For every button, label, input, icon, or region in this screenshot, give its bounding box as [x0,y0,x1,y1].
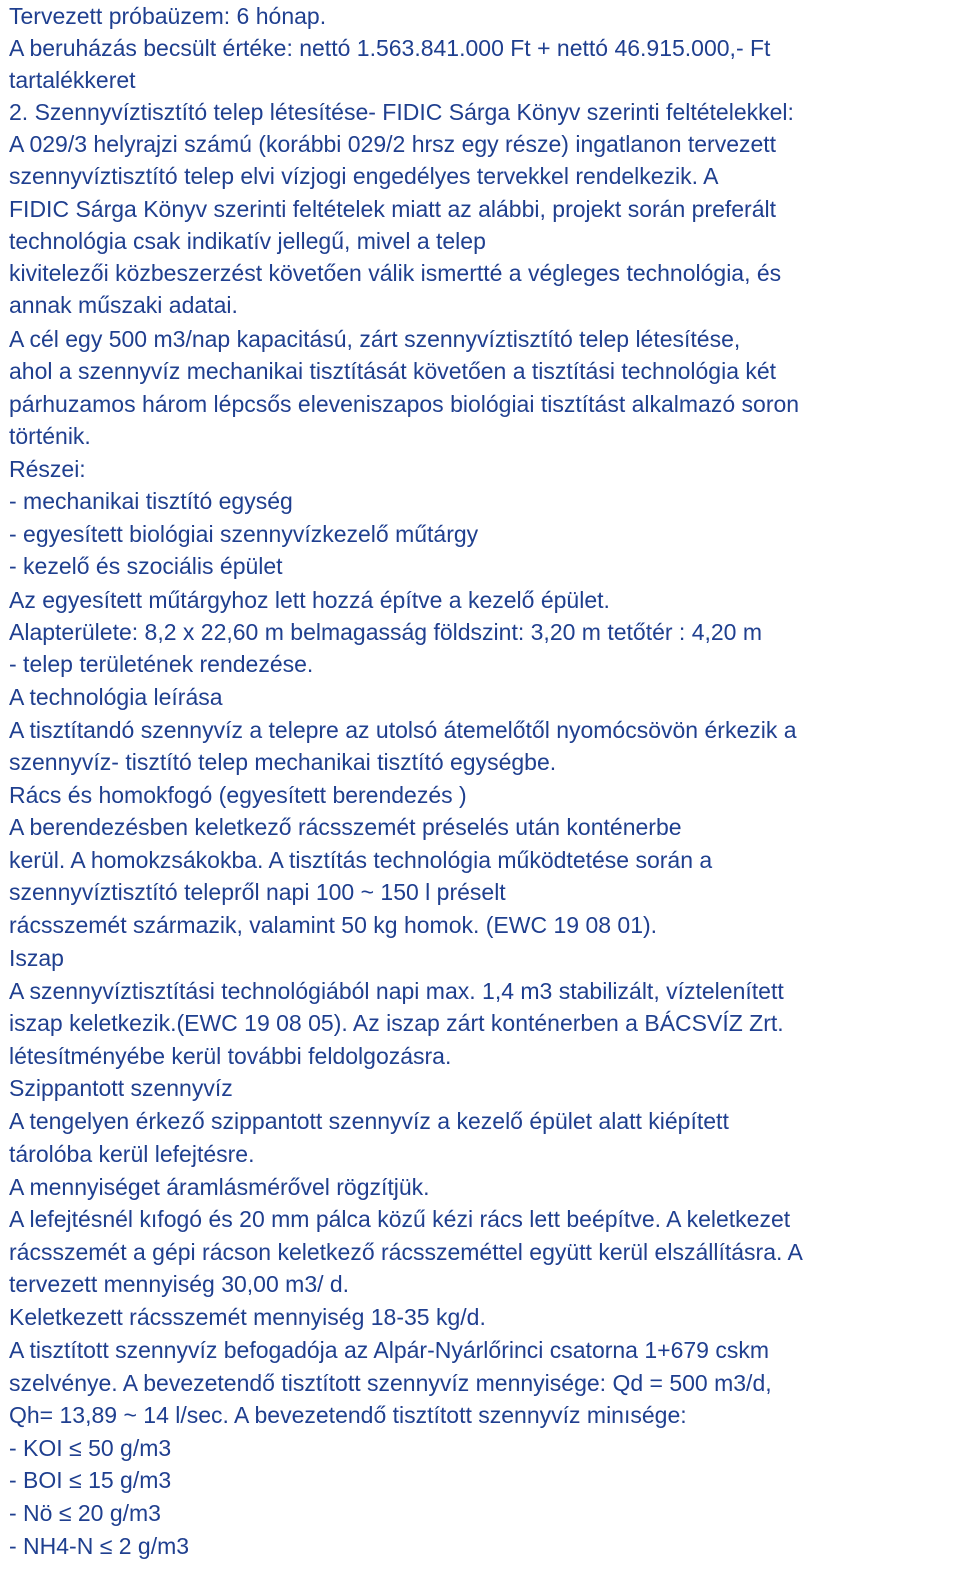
text-line: 2. Szennyvíztisztító telep létesítése- FIDIC Sárga Könyv szerinti feltételekkel: [9,99,794,125]
text-line: A mennyiséget áramlásmérővel rögzítjük. [9,1174,430,1200]
text-line: iszap keletkezik.(EWC 19 08 05). Az iszap zárt konténerben a BÁCSVÍZ Zrt. [9,1010,784,1036]
text-line: - mechanikai tisztító egység [9,488,293,514]
text-line: történik. [9,423,91,449]
text-line: ahol a szennyvíz mechanikai tisztítását követően a tisztítási technológia két [9,358,777,384]
text-line: szennyvíztisztító telepről napi 100 ~ 150 l préselt [9,879,506,905]
text-line: tárolóba kerül lefejtésre. [9,1141,255,1167]
text-line: - NH4-N ≤ 2 g/m3 [9,1533,190,1559]
text-line: A tengelyen érkező szippantott szennyvíz a kezelő épület alatt kiépített [9,1108,729,1134]
text-line: A tisztított szennyvíz befogadója az Alpár-Nyárlőrinci csatorna 1+679 cskm [9,1337,770,1363]
text-line: - kezelő és szociális épület [9,553,283,579]
text-line: Részei: [9,456,86,482]
text-line: A 029/3 helyrajzi számú (korábbi 029/2 hrsz egy része) ingatlanon tervezett [9,131,777,157]
text-line: Keletkezett rácsszemét mennyiség 18-35 kg/d. [9,1304,486,1330]
text-line: - KOI ≤ 50 g/m3 [9,1435,172,1461]
text-line: létesítményébe kerül további feldolgozásra. [9,1043,452,1069]
text-line: szelvénye. A bevezetendő tisztított szennyvíz mennyisége: Qd = 500 m3/d, [9,1370,772,1396]
text-line: Alapterülete: 8,2 x 22,60 m belmagasság földszint: 3,20 m tetőtér : 4,20 m [9,619,763,645]
text-line: Szippantott szennyvíz [9,1075,233,1101]
text-line: Qh= 13,89 ~ 14 l/sec. A bevezetendő tisztított szennyvíz minısége: [9,1402,687,1428]
text-line: Iszap [9,945,64,971]
text-line: párhuzamos három lépcsős eleveniszapos biológiai tisztítást alkalmazó soron [9,391,800,417]
text-line: tervezett mennyiség 30,00 m3/ d. [9,1271,350,1297]
text-line: rácsszemét származik, valamint 50 kg homok. (EWC 19 08 01). [9,912,658,938]
text-line: kerül. A homokzsákokba. A tisztítás technológia működtetése során a [9,847,713,873]
text-line: - BOI ≤ 15 g/m3 [9,1467,172,1493]
text-line: - Nö ≤ 20 g/m3 [9,1500,161,1526]
text-line: A cél egy 500 m3/nap kapacitású, zárt szennyvíztisztító telep létesítése, [9,326,741,352]
text-line: szennyvíz- tisztító telep mechanikai tisztító egységbe. [9,749,557,775]
text-line: FIDIC Sárga Könyv szerinti feltételek miatt az alábbi, projekt során preferált [9,196,777,222]
text-line: A tisztítandó szennyvíz a telepre az utolsó átemelőtől nyomócsövön érkezik a [9,717,797,743]
text-line: A szennyvíztisztítási technológiából napi max. 1,4 m3 stabilizált, víztelenített [9,978,784,1004]
text-line: Az egyesített műtárgyhoz lett hozzá építve a kezelő épület. [9,587,610,613]
text-line: - egyesített biológiai szennyvízkezelő műtárgy [9,521,479,547]
text-line: kivitelezői közbeszerzést követően válik ismertté a végleges technológia, és [9,260,782,286]
text-line: Tervezett próbaüzem: 6 hónap. [9,3,327,29]
text-line: technológia csak indikatív jellegű, mivel a telep [9,228,486,254]
text-line: annak műszaki adatai. [9,292,238,318]
text-line: rácsszemét a gépi rácson keletkező rácsszeméttel együtt kerül elszállításra. A [9,1239,803,1265]
text-line: A lefejtésnél kıfogó és 20 mm pálca közű kézi rács lett beépítve. A keletkezet [9,1206,791,1232]
text-line: - telep területének rendezése. [9,651,314,677]
text-line: A berendezésben keletkező rácsszemét préselés után konténerbe [9,814,682,840]
text-line: Rács és homokfogó (egyesített berendezés ) [9,782,467,808]
text-line: A technológia leírása [9,684,223,710]
text-line: tartalékkeret [9,67,136,93]
text-line: A beruházás becsült értéke: nettó 1.563.841.000 Ft + nettó 46.915.000,- Ft [9,35,771,61]
text-line: szennyvíztisztító telep elvi vízjogi engedélyes tervekkel rendelkezik. A [9,163,719,189]
